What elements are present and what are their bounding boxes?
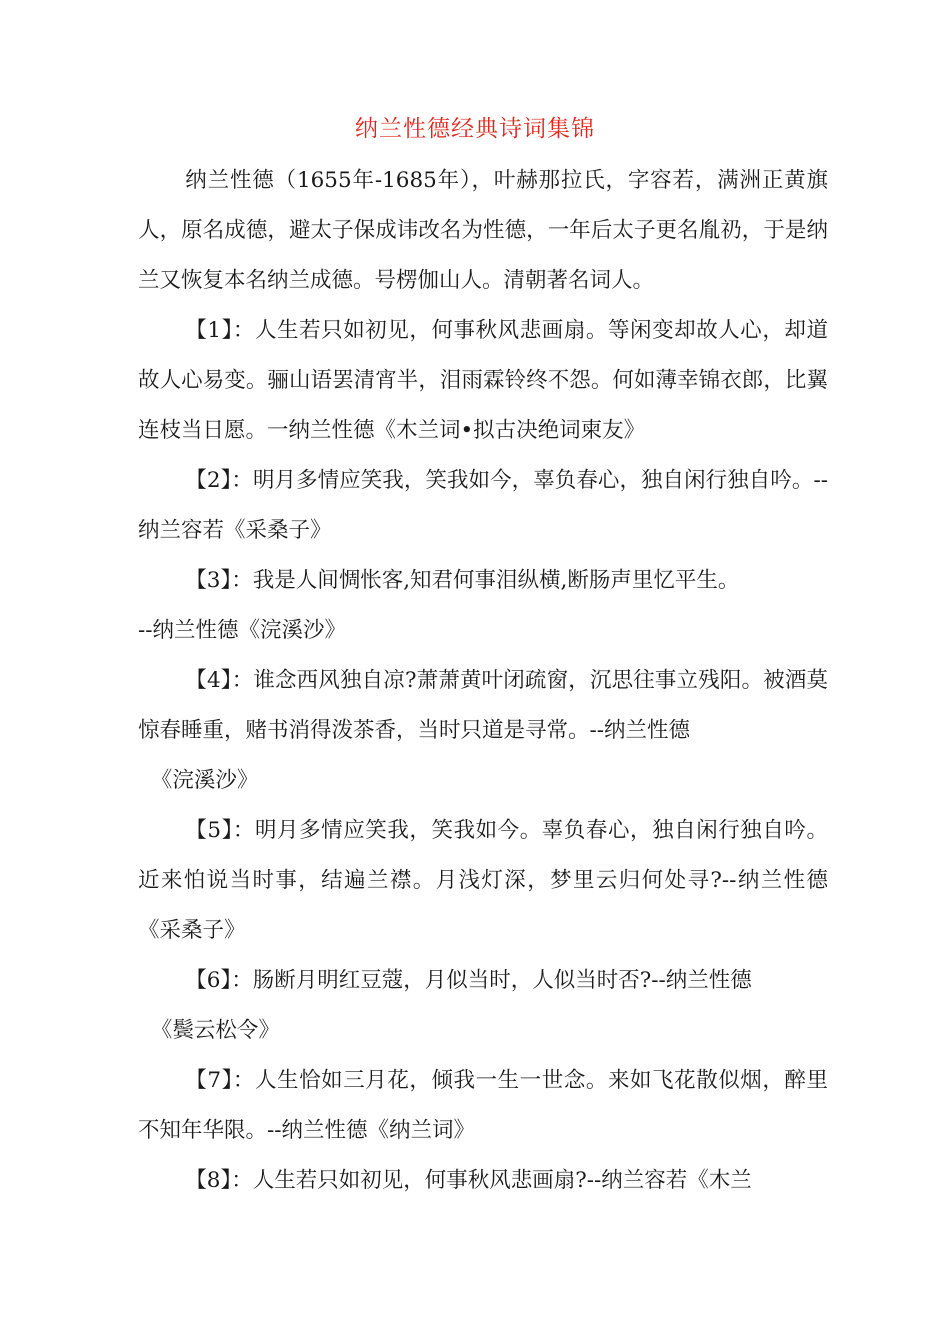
quote-source: 《浣溪沙》 — [150, 768, 259, 793]
quote-text: 【1】：人生若只如初见，何事秋风悲画扇。等闲变却故人心，却道故人心易变。骊山语罢清宵半，泪雨霖铃终不怨。何如薄幸锦衣郎，比翼连枝当日愿。一纳兰性德《木兰词•拟古决绝词柬友》 — [138, 318, 828, 443]
quote-paragraph-2 — [138, 456, 828, 556]
quote-paragraph-4 — [138, 656, 828, 806]
quote-text: 【3】：我是人间惆怅客,知君何事泪纵横,断肠声里忆平生。 — [185, 568, 740, 593]
quote-text: 【6】：肠断月明红豆蔻，月似当时，人似当时否?--纳兰性德 — [185, 968, 752, 993]
quote-text: 【2】：明月多情应笑我，笑我如今，辜负春心，独自闲行独自吟。--纳兰容若《采桑子》 — [138, 468, 828, 543]
document-body — [138, 156, 828, 1206]
quote-text: 【4】：谁念西风独自凉?萧萧黄叶闭疏窗，沉思往事立残阳。被酒莫惊春睡重，赌书消得泼茶香，当时只道是寻常。--纳兰性德 — [138, 668, 828, 743]
document-title: 纳兰性德经典诗词集锦 — [355, 116, 595, 142]
quote-text: 【8】：人生若只如初见，何事秋风悲画扇?--纳兰容若《木兰 — [185, 1168, 752, 1193]
quote-paragraph-6 — [138, 956, 828, 1056]
quote-paragraph-3 — [138, 556, 828, 656]
quote-paragraph-7 — [138, 1056, 828, 1156]
quote-paragraph-5 — [138, 806, 828, 956]
intro-paragraph: 纳兰性德（1655年-1685年），叶赫那拉氏，字容若，满洲正黄旗人，原名成德，避太子保成讳改名为性德，一年后太子更名胤礽，于是纳兰又恢复本名纳兰成德。号楞伽山人。清朝著名词人。 — [138, 168, 828, 293]
quote-text: 【5】：明月多情应笑我，笑我如今。辜负春心，独自闲行独自吟。近来怕说当时事，结遍兰襟。月浅灯深，梦里云归何处寻?--纳兰性德《采桑子》 — [138, 818, 828, 943]
quote-paragraph-8 — [138, 1156, 828, 1206]
quote-text: 【7】：人生恰如三月花，倾我一生一世念。来如飞花散似烟，醉里不知年华限。--纳兰性德《纳兰词》 — [138, 1068, 828, 1143]
quote-source: 《鬓云松令》 — [150, 1018, 280, 1043]
quote-source: --纳兰性德《浣溪沙》 — [138, 618, 347, 643]
quote-paragraph-1 — [138, 306, 828, 456]
